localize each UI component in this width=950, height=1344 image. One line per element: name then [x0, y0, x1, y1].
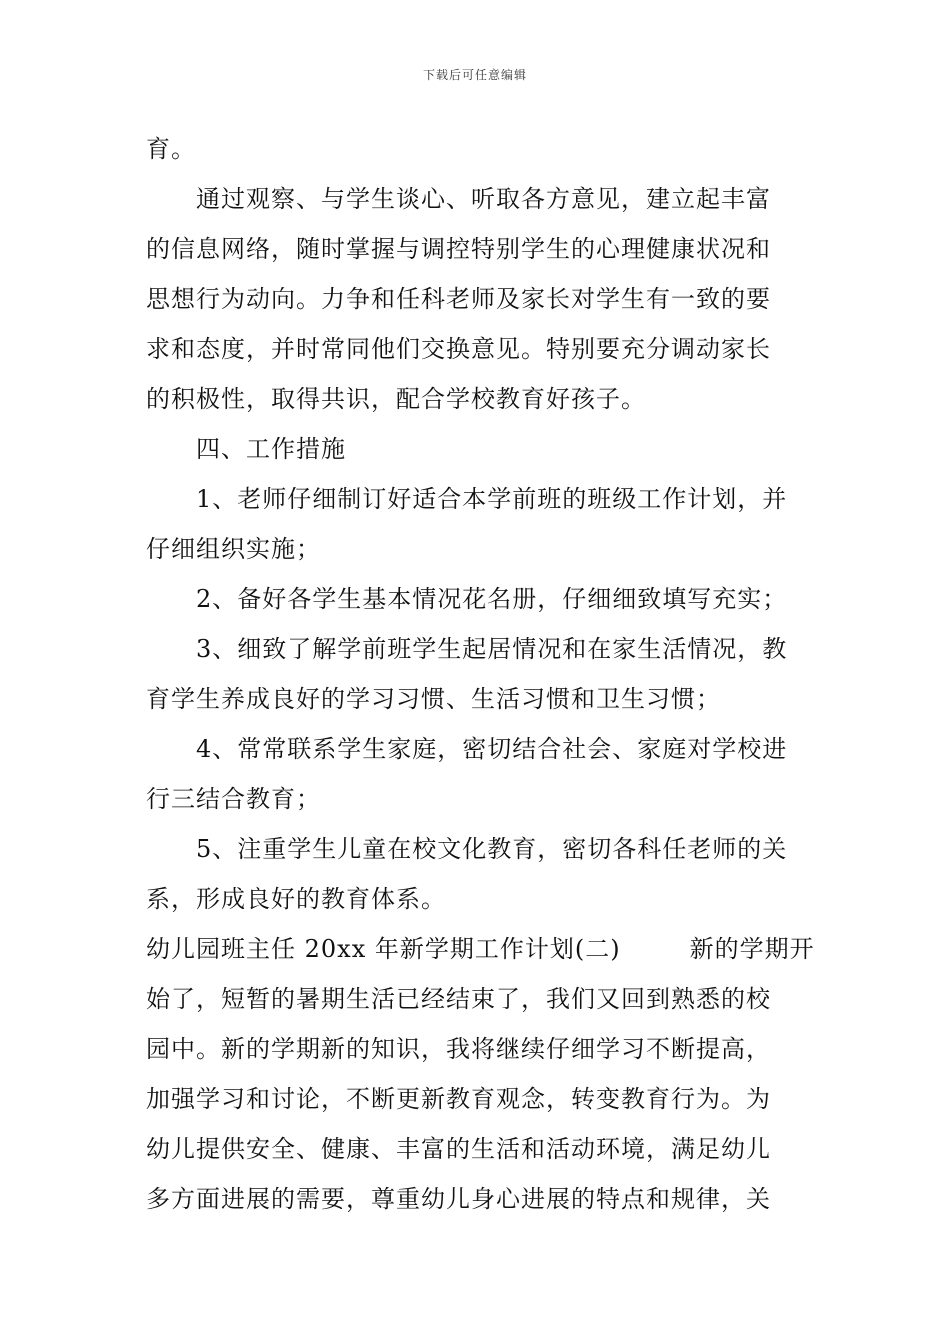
text-line: 的积极性，取得共识，配合学校教育好孩子。	[146, 385, 646, 413]
text-line: 1、老师仔细制订好适合本学前班的班级工作计划，并	[196, 485, 788, 513]
text-line: 加强学习和讨论，不断更新教育观念，转变教育行为。为	[146, 1085, 771, 1113]
text-line: 的信息网络，随时掌握与调控特别学生的心理健康状况和	[146, 235, 771, 263]
text-line: 4、常常联系学生家庭，密切结合社会、家庭对学校进	[196, 735, 788, 763]
document-title-line: 幼儿园班主任 20xx 年新学期工作计划(二) 新的学期开	[146, 935, 815, 963]
text-line: 思想行为动向。力争和任科老师及家长对学生有一致的要	[146, 285, 771, 313]
text-line: 系，形成良好的教育体系。	[146, 885, 446, 913]
text-line: 2、备好各学生基本情况花名册，仔细细致填写充实；	[196, 585, 788, 613]
text-line: 育。	[146, 135, 196, 163]
text-line: 仔细组织实施；	[146, 535, 321, 563]
text-line: 育学生养成良好的学习习惯、生活习惯和卫生习惯；	[146, 685, 721, 713]
text-line: 3、细致了解学前班学生起居情况和在家生活情况，教	[196, 635, 788, 663]
text-line: 幼儿提供安全、健康、丰富的生活和活动环境，满足幼儿	[146, 1135, 771, 1163]
text-line: 通过观察、与学生谈心、听取各方意见，建立起丰富	[196, 185, 771, 213]
page-header: 下载后可任意编辑	[422, 68, 527, 82]
text-line: 求和态度，并时常同他们交换意见。特别要充分调动家长	[146, 335, 771, 363]
section-heading: 四、工作措施	[196, 435, 346, 463]
text-line: 始了，短暂的暑期生活已经结束了，我们又回到熟悉的校	[146, 985, 771, 1013]
text-line: 园中。新的学期新的知识，我将继续仔细学习不断提高，	[146, 1035, 771, 1063]
text-line: 行三结合教育；	[146, 785, 321, 813]
text-line: 多方面进展的需要，尊重幼儿身心进展的特点和规律，关	[146, 1185, 771, 1213]
text-line: 5、注重学生儿童在校文化教育，密切各科任老师的关	[196, 835, 788, 863]
